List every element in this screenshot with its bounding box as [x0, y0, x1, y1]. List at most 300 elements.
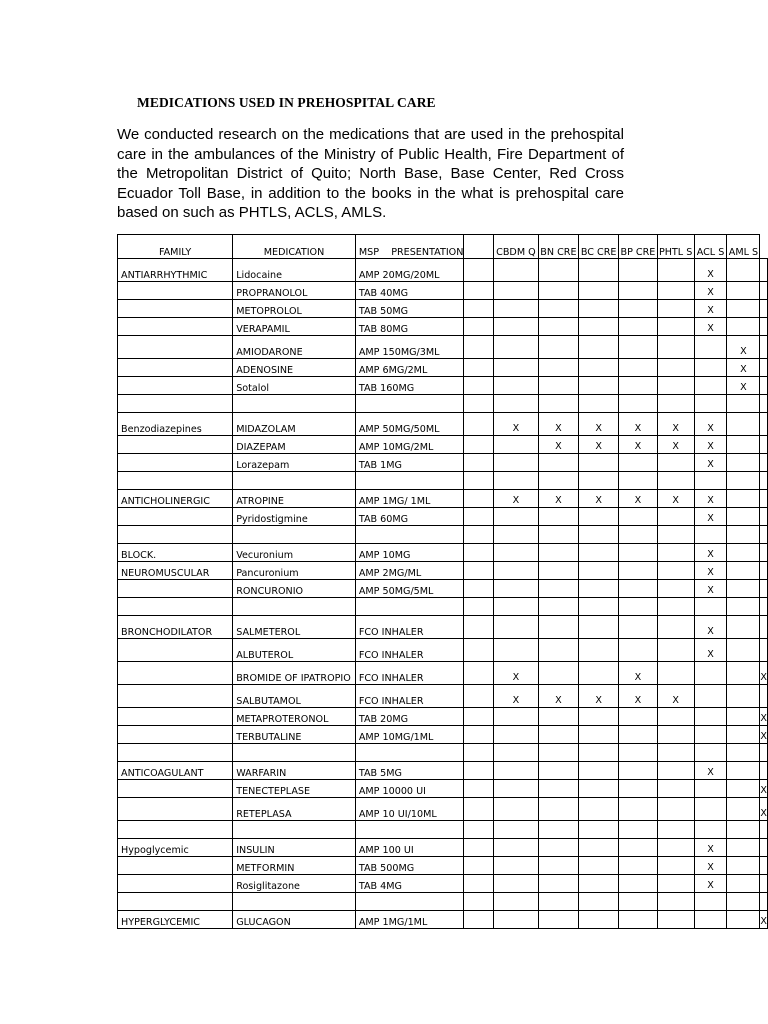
mark-cell — [727, 436, 760, 454]
msp-cell — [464, 318, 494, 336]
table-row — [118, 762, 768, 780]
presentation-cell — [355, 526, 464, 544]
mark-cell — [579, 762, 619, 780]
presentation-cell: AMP 50MG/50ML — [355, 413, 464, 436]
mark-cell — [494, 259, 539, 282]
mark-cell — [694, 821, 727, 839]
mark-cell — [619, 377, 657, 395]
mark-cell — [538, 300, 578, 318]
mark-cell: X — [538, 413, 578, 436]
medication-cell: TERBUTALINE — [233, 726, 356, 744]
msp-cell — [464, 616, 494, 639]
msp-cell — [464, 821, 494, 839]
mark-cell: X — [760, 726, 768, 744]
mark-cell — [579, 526, 619, 544]
mark-cell — [579, 639, 619, 662]
mark-cell — [579, 282, 619, 300]
medication-cell: Pancuronium — [233, 562, 356, 580]
mark-cell — [760, 300, 768, 318]
mark-cell: X — [657, 685, 694, 708]
mark-cell — [760, 893, 768, 911]
mark-cell — [619, 580, 657, 598]
mark-cell — [538, 708, 578, 726]
family-cell — [118, 282, 233, 300]
presentation-cell: TAB 1MG — [355, 454, 464, 472]
msp-cell — [464, 508, 494, 526]
mark-cell — [760, 562, 768, 580]
mark-cell — [727, 562, 760, 580]
mark-cell — [579, 875, 619, 893]
mark-cell — [760, 359, 768, 377]
mark-cell — [494, 839, 539, 857]
mark-cell — [760, 580, 768, 598]
presentation-cell: AMP 20MG/20ML — [355, 259, 464, 282]
presentation-cell: AMP 150MG/3ML — [355, 336, 464, 359]
mark-cell — [538, 616, 578, 639]
mark-cell — [494, 377, 539, 395]
family-cell: ANTIARRHYTHMIC — [118, 259, 233, 282]
mark-cell: X — [579, 436, 619, 454]
mark-cell: X — [619, 685, 657, 708]
msp-cell — [464, 359, 494, 377]
mark-cell — [727, 685, 760, 708]
mark-cell — [727, 911, 760, 929]
msp-cell — [464, 662, 494, 685]
mark-cell — [760, 282, 768, 300]
mark-cell — [657, 336, 694, 359]
mark-cell — [727, 616, 760, 639]
mark-cell — [727, 744, 760, 762]
mark-cell — [494, 300, 539, 318]
mark-cell — [579, 744, 619, 762]
mark-cell: X — [619, 490, 657, 508]
mark-cell — [538, 762, 578, 780]
table-row — [118, 580, 768, 598]
msp-cell — [464, 336, 494, 359]
mark-cell — [579, 336, 619, 359]
mark-cell — [579, 259, 619, 282]
mark-cell — [538, 875, 578, 893]
mark-cell — [538, 580, 578, 598]
family-cell: Hypoglycemic — [118, 839, 233, 857]
mark-cell: X — [694, 762, 727, 780]
mark-cell — [619, 508, 657, 526]
mark-cell — [760, 490, 768, 508]
mark-cell — [538, 318, 578, 336]
family-cell — [118, 359, 233, 377]
mark-cell: X — [694, 857, 727, 875]
mark-cell — [760, 839, 768, 857]
mark-cell — [538, 395, 578, 413]
mark-cell: X — [694, 413, 727, 436]
medication-cell: WARFARIN — [233, 762, 356, 780]
mark-cell: X — [694, 259, 727, 282]
mark-cell — [657, 580, 694, 598]
msp-cell — [464, 685, 494, 708]
mark-cell — [538, 598, 578, 616]
mark-cell — [657, 662, 694, 685]
mark-cell: X — [727, 377, 760, 395]
mark-cell: X — [694, 544, 727, 562]
mark-cell — [619, 893, 657, 911]
msp-cell — [464, 726, 494, 744]
table-row — [118, 839, 768, 857]
mark-cell — [538, 780, 578, 798]
mark-cell — [727, 300, 760, 318]
msp-cell — [464, 490, 494, 508]
medication-cell: INSULIN — [233, 839, 356, 857]
header-presentation: MSP PRESENTATION — [355, 235, 464, 259]
header-bc-cre: BC CRE — [579, 235, 619, 259]
table-row — [118, 359, 768, 377]
mark-cell — [619, 762, 657, 780]
mark-cell — [694, 526, 727, 544]
mark-cell — [760, 544, 768, 562]
mark-cell — [760, 685, 768, 708]
mark-cell — [538, 744, 578, 762]
mark-cell — [657, 282, 694, 300]
mark-cell — [538, 662, 578, 685]
medication-cell: SALBUTAMOL — [233, 685, 356, 708]
presentation-cell: AMP 1MG/1ML — [355, 911, 464, 929]
mark-cell — [657, 300, 694, 318]
mark-cell — [727, 780, 760, 798]
msp-cell — [464, 413, 494, 436]
presentation-cell: TAB 40MG — [355, 282, 464, 300]
mark-cell — [494, 821, 539, 839]
mark-cell: X — [579, 490, 619, 508]
mark-cell — [657, 911, 694, 929]
msp-cell — [464, 708, 494, 726]
mark-cell — [619, 282, 657, 300]
presentation-cell: FCO INHALER — [355, 639, 464, 662]
msp-cell — [464, 562, 494, 580]
mark-cell — [657, 318, 694, 336]
mark-cell: X — [579, 413, 619, 436]
medication-cell — [233, 598, 356, 616]
mark-cell: X — [538, 490, 578, 508]
mark-cell — [619, 839, 657, 857]
mark-cell — [694, 685, 727, 708]
medication-cell: Rosiglitazone — [233, 875, 356, 893]
family-cell — [118, 662, 233, 685]
msp-cell — [464, 875, 494, 893]
mark-cell: X — [538, 685, 578, 708]
mark-cell — [760, 259, 768, 282]
mark-cell — [538, 359, 578, 377]
msp-cell — [464, 377, 494, 395]
mark-cell: X — [657, 413, 694, 436]
mark-cell: X — [619, 436, 657, 454]
mark-cell — [494, 639, 539, 662]
mark-cell: X — [494, 490, 539, 508]
medication-cell — [233, 472, 356, 490]
table-row — [118, 377, 768, 395]
table-row — [118, 821, 768, 839]
presentation-cell: TAB 500MG — [355, 857, 464, 875]
mark-cell — [694, 472, 727, 490]
mark-cell: X — [494, 413, 539, 436]
mark-cell — [760, 472, 768, 490]
medication-cell: PROPRANOLOL — [233, 282, 356, 300]
mark-cell: X — [727, 336, 760, 359]
mark-cell: X — [760, 911, 768, 929]
family-cell — [118, 821, 233, 839]
presentation-cell: TAB 4MG — [355, 875, 464, 893]
family-cell — [118, 377, 233, 395]
header-family: FAMILY — [118, 235, 233, 259]
table-row — [118, 798, 768, 821]
presentation-cell: FCO INHALER — [355, 662, 464, 685]
medication-cell: Vecuronium — [233, 544, 356, 562]
mark-cell — [579, 662, 619, 685]
table-row — [118, 282, 768, 300]
mark-cell — [579, 508, 619, 526]
msp-cell — [464, 544, 494, 562]
medication-cell: TENECTEPLASE — [233, 780, 356, 798]
mark-cell — [619, 318, 657, 336]
mark-cell: X — [760, 780, 768, 798]
mark-cell — [657, 454, 694, 472]
mark-cell — [657, 544, 694, 562]
mark-cell — [579, 893, 619, 911]
mark-cell — [494, 780, 539, 798]
document-title: MEDICATIONS USED IN PREHOSPITAL CARE — [137, 95, 436, 110]
mark-cell — [727, 472, 760, 490]
mark-cell — [760, 526, 768, 544]
mark-cell — [657, 359, 694, 377]
table-row — [118, 662, 768, 685]
header-medication: MEDICATION — [233, 235, 356, 259]
medication-cell — [233, 821, 356, 839]
mark-cell: X — [657, 436, 694, 454]
mark-cell: X — [694, 839, 727, 857]
mark-cell: X — [694, 875, 727, 893]
family-cell — [118, 685, 233, 708]
presentation-cell: AMP 6MG/2ML — [355, 359, 464, 377]
mark-cell: X — [657, 490, 694, 508]
table-row — [118, 562, 768, 580]
mark-cell — [694, 336, 727, 359]
family-cell — [118, 744, 233, 762]
mark-cell — [619, 359, 657, 377]
table-row — [118, 490, 768, 508]
table-row — [118, 639, 768, 662]
mark-cell — [760, 454, 768, 472]
medication-cell: METOPROLOL — [233, 300, 356, 318]
mark-cell: X — [694, 454, 727, 472]
mark-cell — [619, 562, 657, 580]
table-header-row — [118, 235, 768, 259]
family-cell — [118, 508, 233, 526]
mark-cell — [538, 508, 578, 526]
medication-cell: Sotalol — [233, 377, 356, 395]
presentation-cell: TAB 80MG — [355, 318, 464, 336]
medication-cell: DIAZEPAM — [233, 436, 356, 454]
mark-cell — [579, 318, 619, 336]
table-row — [118, 508, 768, 526]
table-row — [118, 857, 768, 875]
mark-cell — [579, 839, 619, 857]
table-row — [118, 413, 768, 436]
header-cbdmq: CBDM Q — [494, 235, 539, 259]
mark-cell: X — [494, 662, 539, 685]
presentation-cell: TAB 50MG — [355, 300, 464, 318]
table-row — [118, 259, 768, 282]
mark-cell — [579, 780, 619, 798]
mark-cell — [727, 875, 760, 893]
mark-cell — [494, 336, 539, 359]
mark-cell — [657, 780, 694, 798]
medication-cell: GLUCAGON — [233, 911, 356, 929]
mark-cell — [579, 395, 619, 413]
mark-cell — [619, 726, 657, 744]
mark-cell — [494, 508, 539, 526]
presentation-cell: TAB 60MG — [355, 508, 464, 526]
medication-cell: Lorazepam — [233, 454, 356, 472]
table-row — [118, 598, 768, 616]
mark-cell — [619, 259, 657, 282]
medication-cell: METFORMIN — [233, 857, 356, 875]
mark-cell — [760, 336, 768, 359]
msp-cell — [464, 744, 494, 762]
mark-cell — [579, 472, 619, 490]
mark-cell: X — [694, 616, 727, 639]
table-row — [118, 318, 768, 336]
table-row — [118, 875, 768, 893]
mark-cell — [657, 726, 694, 744]
mark-cell — [619, 708, 657, 726]
mark-cell — [494, 744, 539, 762]
mark-cell — [760, 857, 768, 875]
presentation-cell: AMP 10MG/1ML — [355, 726, 464, 744]
mark-cell — [694, 395, 727, 413]
msp-cell — [464, 598, 494, 616]
mark-cell — [494, 708, 539, 726]
mark-cell — [579, 377, 619, 395]
medications-table — [117, 234, 768, 929]
mark-cell — [657, 744, 694, 762]
mark-cell — [538, 544, 578, 562]
mark-cell — [657, 821, 694, 839]
mark-cell — [494, 454, 539, 472]
mark-cell: X — [694, 508, 727, 526]
mark-cell — [727, 726, 760, 744]
mark-cell: X — [619, 413, 657, 436]
family-cell — [118, 580, 233, 598]
mark-cell — [494, 857, 539, 875]
mark-cell: X — [694, 300, 727, 318]
mark-cell — [694, 662, 727, 685]
medication-cell — [233, 893, 356, 911]
intro-paragraph: We conducted research on the medications that are used in the prehospital care in the ambulances of the Ministry of Public Health, Fire Department of the Metropolitan District of Quito; North Base, Base Center, Red Cross Ecuador Toll Base, in addition to the books in the what is prehospital care based on such as PHTLS, ACLS, AMLS. — [117, 126, 624, 221]
medication-cell: METAPROTERONOL — [233, 708, 356, 726]
mark-cell — [727, 454, 760, 472]
family-cell: Benzodiazepines — [118, 413, 233, 436]
medication-cell: RONCURONIO — [233, 580, 356, 598]
msp-cell — [464, 436, 494, 454]
mark-cell — [619, 744, 657, 762]
mark-cell — [538, 911, 578, 929]
mark-cell — [657, 839, 694, 857]
mark-cell — [657, 562, 694, 580]
family-cell — [118, 436, 233, 454]
mark-cell: X — [538, 436, 578, 454]
mark-cell: X — [494, 685, 539, 708]
mark-cell — [579, 726, 619, 744]
mark-cell — [619, 639, 657, 662]
msp-cell — [464, 526, 494, 544]
msp-cell — [464, 259, 494, 282]
family-cell: ANTICOAGULANT — [118, 762, 233, 780]
mark-cell — [538, 857, 578, 875]
msp-cell — [464, 300, 494, 318]
mark-cell — [619, 875, 657, 893]
mark-cell — [619, 857, 657, 875]
mark-cell — [657, 377, 694, 395]
mark-cell — [579, 544, 619, 562]
mark-cell — [538, 377, 578, 395]
mark-cell — [494, 318, 539, 336]
mark-cell — [619, 798, 657, 821]
presentation-cell: AMP 10MG/2ML — [355, 436, 464, 454]
mark-cell — [494, 875, 539, 893]
mark-cell — [727, 526, 760, 544]
presentation-cell: TAB 20MG — [355, 708, 464, 726]
table-row — [118, 544, 768, 562]
mark-cell — [579, 821, 619, 839]
mark-cell — [619, 598, 657, 616]
medication-cell: ALBUTEROL — [233, 639, 356, 662]
family-cell — [118, 526, 233, 544]
family-cell — [118, 708, 233, 726]
mark-cell — [760, 762, 768, 780]
mark-cell — [760, 821, 768, 839]
mark-cell — [727, 508, 760, 526]
family-cell: HYPERGLYCEMIC — [118, 911, 233, 929]
medication-cell: VERAPAMIL — [233, 318, 356, 336]
mark-cell: X — [694, 490, 727, 508]
mark-cell — [694, 780, 727, 798]
header-amls: AML S — [727, 235, 760, 259]
mark-cell — [579, 598, 619, 616]
mark-cell — [494, 762, 539, 780]
msp-cell — [464, 798, 494, 821]
table-row — [118, 893, 768, 911]
mark-cell — [657, 259, 694, 282]
family-cell — [118, 395, 233, 413]
mark-cell — [694, 893, 727, 911]
mark-cell — [727, 490, 760, 508]
msp-cell — [464, 839, 494, 857]
mark-cell — [619, 300, 657, 318]
msp-cell — [464, 282, 494, 300]
mark-cell — [657, 508, 694, 526]
mark-cell — [538, 639, 578, 662]
mark-cell — [579, 300, 619, 318]
msp-cell — [464, 893, 494, 911]
mark-cell — [619, 472, 657, 490]
mark-cell — [694, 726, 727, 744]
mark-cell — [538, 454, 578, 472]
mark-cell — [694, 377, 727, 395]
presentation-cell: AMP 2MG/ML — [355, 562, 464, 580]
mark-cell: X — [694, 562, 727, 580]
mark-cell — [727, 395, 760, 413]
family-cell — [118, 780, 233, 798]
mark-cell — [760, 616, 768, 639]
mark-cell — [494, 580, 539, 598]
